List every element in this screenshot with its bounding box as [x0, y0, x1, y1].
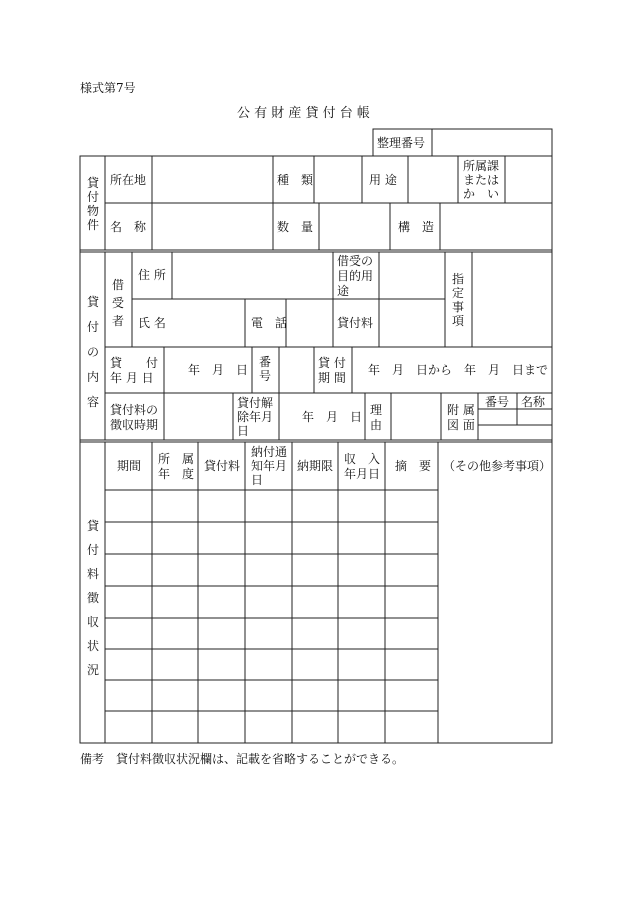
page-title: 公 有 財 産 貸 付 台 帳	[237, 106, 370, 121]
suryo-label: 数 量	[277, 220, 314, 234]
biko-note: 備考 貸付料徴収状況欄は、記載を省略することができる。	[80, 752, 405, 766]
kashitsuke-nengappi-label-1: 貸 付	[110, 356, 159, 370]
shozokuka-label-1: 所属課	[463, 159, 500, 173]
choshu-section-label: 貸付料徴収状況	[86, 519, 99, 677]
kigen-header: 納期限	[297, 459, 334, 473]
tsuchi-header-1: 納付通	[251, 445, 288, 459]
mokuteki-label-3: 途	[337, 284, 350, 298]
shunyu-header-1: 収 入	[344, 452, 381, 466]
mokuteki-label-1: 借受の	[337, 254, 374, 268]
meisho-label: 名 称	[110, 220, 147, 234]
kaijo-label-2: 除年月	[237, 410, 274, 424]
kikan-value: 年 月 日から 年 月 日まで	[368, 363, 549, 377]
naiyo-section-label: 貸付の内容	[86, 295, 99, 409]
nendo-header-2: 年 度	[158, 467, 195, 481]
kariuke-label: 借受者	[111, 278, 124, 328]
riyu-label-2: 由	[370, 418, 383, 432]
kaijo-label-3: 日	[237, 424, 250, 438]
fuzoku-bango-label: 番号	[485, 395, 510, 409]
denwa-label: 電 話	[251, 316, 288, 330]
kikan-label-2: 期 間	[318, 371, 346, 385]
jusho-label: 住 所	[138, 268, 166, 282]
kashitsukeryo-label: 貸付料	[337, 316, 374, 330]
fuzoku-zumen-label-1: 附 属	[447, 403, 475, 417]
kashitsuke-date-blank: 年 月 日	[188, 363, 249, 377]
ryo-header: 貸付料	[204, 459, 241, 473]
shozaichi-label: 所在地	[110, 173, 147, 187]
mokuteki-label-2: 目的用	[337, 269, 374, 283]
shozokuka-label-3: か い	[463, 187, 500, 201]
shunyu-header-2: 年月日	[344, 467, 381, 481]
nendo-header-1: 所 属	[158, 452, 195, 466]
youto-label: 用 途	[369, 173, 397, 187]
fuzoku-meisho-label: 名称	[521, 395, 546, 409]
shimei-label: 氏 名	[138, 316, 166, 330]
form-number: 様式第7号	[80, 81, 136, 95]
tekiyo-header: 摘 要	[395, 459, 432, 473]
bukken-section-label: 貸付物件	[86, 176, 99, 232]
kaijo-date-blank: 年 月 日	[302, 410, 363, 424]
kikan-header: 期間	[117, 459, 142, 473]
kaijo-label-1: 貸付解	[237, 396, 274, 410]
seiri-bango-label: 整理番号	[377, 136, 426, 150]
tsuchi-header-3: 日	[251, 473, 264, 487]
kozo-label: 構 造	[398, 220, 435, 234]
tsuchi-header-2: 知年月	[251, 459, 288, 473]
bango-label: 番号	[258, 355, 271, 383]
kashitsuke-nengappi-label-2: 年 月 日	[110, 371, 154, 385]
choshu-jiki-label-2: 徴収時期	[110, 418, 159, 432]
shozokuka-label-2: または	[463, 173, 500, 187]
fuzoku-zumen-label-2: 図 面	[447, 418, 475, 432]
choshu-jiki-label-1: 貸付料の	[110, 403, 159, 417]
sonota-header: （その他参考事項）	[443, 459, 552, 473]
shurui-label: 種 類	[277, 173, 314, 187]
riyu-label-1: 理	[370, 403, 383, 417]
shitei-jiko-label: 指定事項	[451, 272, 464, 328]
kikan-label-1: 貸 付	[318, 356, 346, 370]
